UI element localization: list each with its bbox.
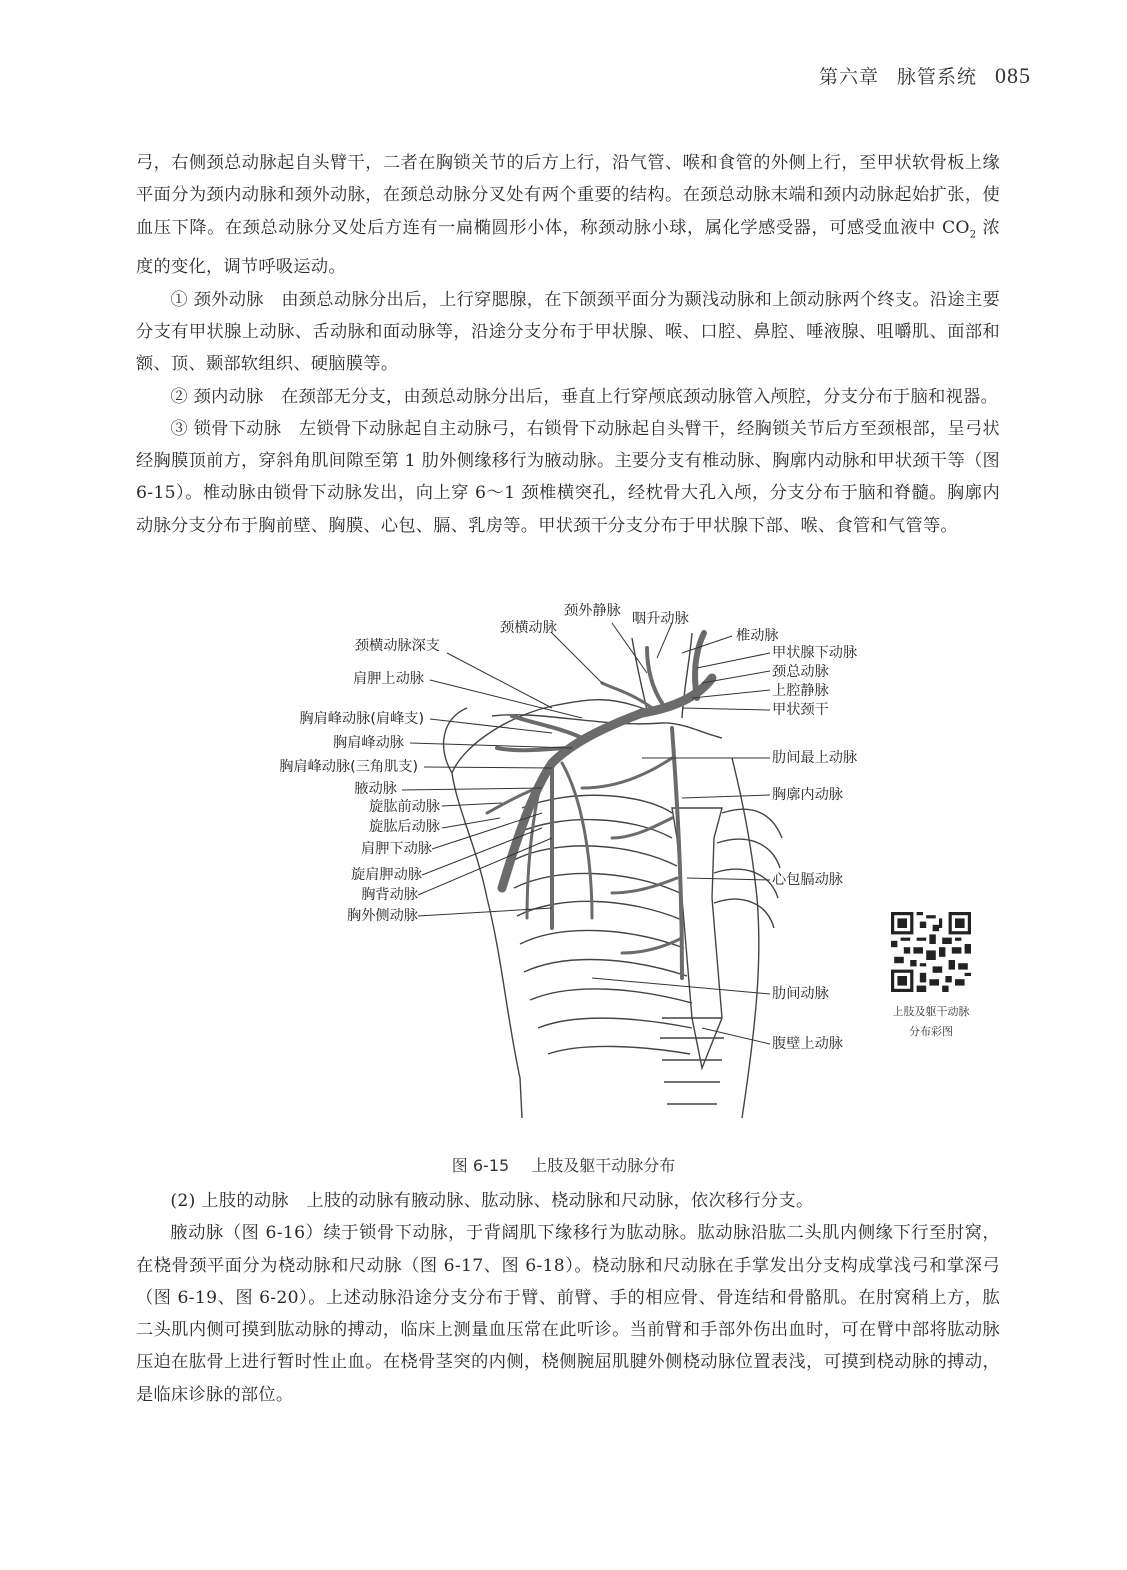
label-thoracoacromial-deltoid: 胸肩峰动脉(三角肌支) [279,759,418,775]
paragraph-subclavian: ③ 锁骨下动脉 左锁骨下动脉起自主动脉弓，右锁骨下动脉起自头臂干，经胸锁关节后方至颈根部，呈弓状经胸膜顶前方，穿斜角肌间隙至第 1 肋外侧缘移行为腋动脉。主要分支有椎动脉、胸廓内动脉和甲状颈干等（图 6-15）。椎动脉由锁骨下动脉发出，向上穿 6～1 颈椎横突孔，经枕骨大孔入颅，分支分布于脑和脊髓。胸廓内动脉分支分布于胸前壁、胸膜、心包、膈、乳房等。甲状颈干分支分布于甲状腺下部、喉、食管和气管等。 [136,418,1000,536]
figure-caption [0,1153,1127,1176]
label-internal-thoracic: 胸廓内动脉 [772,787,843,803]
label-circumflex-scapular: 旋肩胛动脉 [351,867,422,883]
label-lateral-thoracic: 胸外侧动脉 [347,908,418,924]
label-transverse-cervical: 颈横动脉 [500,620,557,636]
page-number: 085 [995,63,1031,88]
running-header [819,62,1031,89]
label-supreme-intercostal: 肋间最上动脉 [772,750,858,766]
label-intercostal: 肋间动脉 [772,986,829,1002]
co2-formula: CO [941,217,970,238]
label-anterior-circumflex-humeral: 旋肱前动脉 [369,799,440,815]
paragraph-upper-limb-arteries: (2) 上肢的动脉 上肢的动脉有腋动脉、肱动脉、桡动脉和尺动脉，依次移行分支。 [170,1191,814,1211]
label-common-carotid: 颈总动脉 [772,664,829,680]
chapter-label: 第六章 [818,66,879,88]
paragraph-1-text: 弓，右侧颈总动脉起自头臂干，二者在胸锁关节的后方上行，沿气管、喉和食管的外侧上行，至甲状软骨板上缘平面分为颈内动脉和颈外动脉，在颈总动脉分叉处有两个重要的结构。在颈总动脉末端和颈内动脉起始扩张，使血压下降。在颈总动脉分叉处后方连有一扁椭圆形小体，称颈动脉小球，属化学感受器，可感受血液中 [136,153,1000,238]
figure-number: 图 6-15 [451,1156,510,1175]
label-thoracodorsal: 胸背动脉 [361,887,418,903]
co2-subscript: 2 [969,229,977,241]
text-block-top [136,147,1000,542]
qr-caption-line1: 上肢及躯干动脉 [892,1005,970,1018]
label-vertebral: 椎动脉 [736,628,779,644]
label-external-jugular-vein: 颈外静脉 [564,603,621,619]
label-deep-transverse-cervical: 颈横动脉深支 [354,638,440,654]
figure-title: 上肢及躯干动脉分布 [531,1156,676,1175]
label-superior-vena-cava: 上腔静脉 [772,683,829,699]
label-thoracoacromial: 胸肩峰动脉 [333,735,404,751]
label-thyrocervical-trunk: 甲状颈干 [772,702,829,718]
paragraph-1-tail: 浓度的变化，调节呼吸运动。 [136,217,1000,278]
figure-arteries [252,598,892,1128]
qr-caption [881,1002,981,1042]
qr-code-icon[interactable] [891,912,971,992]
label-axillary: 腋动脉 [354,781,397,797]
qr-code-block [891,912,975,1042]
label-pericardiacophrenic: 心包膈动脉 [772,872,843,888]
text-block-bottom [136,1185,1000,1411]
label-inferior-thyroid: 甲状腺下动脉 [772,645,858,661]
paragraph-1 [136,147,1000,284]
label-suprascapular: 肩胛上动脉 [353,671,424,687]
label-thoracoacromial-acromial: 胸肩峰动脉(肩峰支) [299,711,424,727]
section-label: 脉管系统 [896,66,977,88]
paragraph-external-carotid: ① 颈外动脉 由颈总动脉分出后，上行穿腮腺，在下颌颈平面分为颞浅动脉和上颌动脉两个终支。沿途主要分支有甲状腺上动脉、舌动脉和面动脉等，沿途分支分布于甲状腺、喉、口腔、鼻腔、唾液腺、咀嚼肌、面部和额、顶、颞部软组织、硬脑膜等。 [136,289,1000,375]
qr-caption-line2: 分布彩图 [909,1025,953,1038]
label-subscapular: 肩胛下动脉 [361,841,432,857]
label-superior-epigastric: 腹壁上动脉 [772,1036,843,1052]
paragraph-axillary-artery: 腋动脉（图 6-16）续于锁骨下动脉，于背阔肌下缘移行为肱动脉。肱动脉沿肱二头肌内侧缘下行至肘窝，在桡骨颈平面分为桡动脉和尺动脉（图 6-17、图 6-18）。桡动脉和尺动脉在手掌发出分支构成掌浅弓和掌深弓（图 6-19、图 6-20）。上述动脉沿途分支分布于臂、前臂、手的相应骨、骨连结和骨骼肌。在肘窝稍上方，肱二头肌内侧可摸到肱动脉的搏动，临床上测量血压常在此听诊。当前臂和手部外伤出血时，可在臂中部将肱动脉压迫在肱骨上进行暂时性止血。在桡骨茎突的内侧，桡侧腕屈肌腱外侧桡动脉位置表浅，可摸到桡动脉的搏动，是临床诊脉的部位。 [136,1223,1000,1405]
paragraph-internal-carotid: ② 颈内动脉 在颈部无分支，由颈总动脉分出后，垂直上行穿颅底颈动脉管入颅腔，分支分布于脑和视器。 [170,386,999,407]
label-ascending-pharyngeal: 咽升动脉 [632,611,689,627]
label-posterior-circumflex-humeral: 旋肱后动脉 [369,819,440,835]
